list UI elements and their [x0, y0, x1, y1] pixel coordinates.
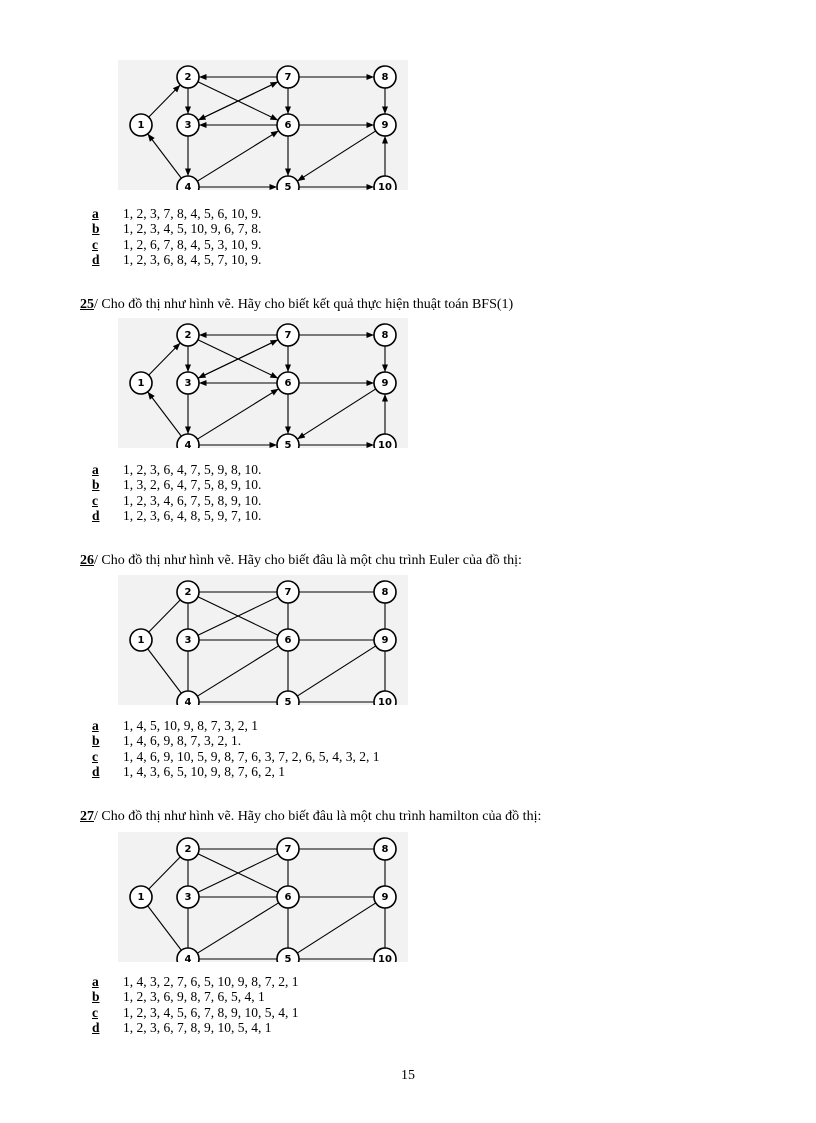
- graph-node-label: 8: [381, 330, 389, 341]
- graph-node-label: 2: [184, 330, 192, 341]
- graph-node-label: 2: [184, 587, 192, 598]
- graph-node-label: 4: [184, 182, 192, 190]
- graph-node-9: [374, 114, 396, 136]
- graph-node-label: 7: [284, 587, 292, 598]
- graph-node-6: [277, 886, 299, 908]
- graph-node-3: [177, 372, 199, 394]
- undirected-graph-q26: [118, 575, 408, 705]
- edge-1-2: [149, 600, 181, 632]
- option-d[interactable]: d 1, 4, 3, 6, 5, 10, 9, 8, 7, 6, 2, 1: [92, 763, 285, 779]
- option-d[interactable]: d 1, 2, 3, 6, 7, 8, 9, 10, 5, 4, 1: [92, 1019, 272, 1035]
- graph-node-7: [277, 581, 299, 603]
- graph-node-label: 4: [184, 440, 192, 448]
- graph-node-1: [130, 114, 152, 136]
- edge-4-1: [148, 392, 182, 436]
- graph-node-label: 3: [184, 378, 192, 389]
- option-b[interactable]: b 1, 3, 2, 6, 4, 7, 5, 8, 9, 10.: [92, 477, 262, 493]
- graph-node-label: 6: [284, 635, 292, 646]
- option-d[interactable]: d 1, 2, 3, 6, 8, 4, 5, 7, 10, 9.: [92, 251, 262, 267]
- graph-node-4: [177, 948, 199, 962]
- page-number: 15: [401, 1068, 415, 1083]
- graph-node-label: 9: [381, 120, 389, 131]
- graph-node-label: 5: [284, 954, 292, 962]
- graph-node-4: [177, 176, 199, 190]
- option-c[interactable]: c 1, 2, 3, 4, 5, 6, 7, 8, 9, 10, 5, 4, 1: [92, 1004, 299, 1020]
- option-c[interactable]: c 1, 4, 6, 9, 10, 5, 9, 8, 7, 6, 3, 7, 2, 6, 5, 4, 3, 2, 1: [92, 748, 380, 764]
- graph-node-3: [177, 114, 199, 136]
- graph-node-label: 3: [184, 892, 192, 903]
- edge-9-5: [297, 903, 375, 953]
- edge-1-2: [149, 85, 181, 117]
- graph-node-10: [374, 948, 396, 962]
- edge-4-6: [197, 903, 278, 953]
- graph-node-2: [177, 66, 199, 88]
- question-25: 25/ Cho đồ thị như hình vẽ. Hãy cho biết kết quả thực hiện thuật toán BFS(1): [80, 297, 514, 312]
- graph-node-6: [277, 629, 299, 651]
- graph-node-label: 2: [184, 72, 192, 83]
- option-a[interactable]: a 1, 4, 5, 10, 9, 8, 7, 3, 2, 1: [92, 718, 258, 733]
- graph-node-label: 7: [284, 844, 292, 855]
- options-q26: [92, 718, 380, 779]
- graph-node-label: 9: [381, 635, 389, 646]
- graph-node-label: 10: [378, 697, 392, 705]
- graph-node-8: [374, 581, 396, 603]
- graph-node-7: [277, 324, 299, 346]
- options-q24: [92, 206, 261, 267]
- edge-4-6: [197, 389, 278, 439]
- graph-node-5: [277, 176, 299, 190]
- edge-4-1: [148, 134, 182, 178]
- graph-node-label: 8: [381, 844, 389, 855]
- graph-node-1: [130, 886, 152, 908]
- graph-node-label: 9: [381, 378, 389, 389]
- option-b[interactable]: b 1, 2, 3, 6, 9, 8, 7, 6, 5, 4, 1: [92, 989, 265, 1005]
- graph-node-label: 2: [184, 844, 192, 855]
- undirected-graph-q27: [118, 832, 408, 962]
- graph-node-3: [177, 629, 199, 651]
- graph-node-6: [277, 372, 299, 394]
- graph-node-10: [374, 691, 396, 705]
- options-q25: [92, 462, 261, 523]
- edge-9-5: [297, 646, 375, 696]
- option-b[interactable]: b 1, 4, 6, 9, 8, 7, 3, 2, 1.: [92, 733, 242, 749]
- graph-node-7: [277, 66, 299, 88]
- graph-node-2: [177, 581, 199, 603]
- graph-node-10: [374, 176, 396, 190]
- graph-node-label: 6: [284, 120, 292, 131]
- option-a[interactable]: a 1, 4, 3, 2, 7, 6, 5, 10, 9, 8, 7, 2, 1: [92, 974, 299, 989]
- graph-node-3: [177, 886, 199, 908]
- edge-4-6: [197, 646, 278, 696]
- edge-1-4: [148, 649, 182, 693]
- question-26: 26/ Cho đồ thị như hình vẽ. Hãy cho biết đâu là một chu trình Euler của đồ thị:: [80, 553, 522, 568]
- graph-node-label: 9: [381, 892, 389, 903]
- graph-node-label: 10: [378, 954, 392, 962]
- edge-9-5: [297, 131, 375, 181]
- option-a[interactable]: a 1, 2, 3, 6, 4, 7, 5, 9, 8, 10.: [92, 462, 262, 477]
- option-d[interactable]: d 1, 2, 3, 6, 4, 8, 5, 9, 7, 10.: [92, 507, 262, 523]
- graph-node-10: [374, 434, 396, 448]
- graph-node-6: [277, 114, 299, 136]
- graph-node-label: 7: [284, 72, 292, 83]
- graph-node-4: [177, 434, 199, 448]
- graph-node-label: 8: [381, 587, 389, 598]
- graph-node-8: [374, 838, 396, 860]
- graph-node-label: 10: [378, 182, 392, 190]
- graph-node-label: 3: [184, 635, 192, 646]
- graph-node-label: 4: [184, 697, 192, 705]
- graph-node-8: [374, 66, 396, 88]
- graph-node-label: 5: [284, 182, 292, 190]
- graph-node-8: [374, 324, 396, 346]
- options-q27: [92, 974, 299, 1035]
- graph-node-2: [177, 324, 199, 346]
- graph-node-label: 7: [284, 330, 292, 341]
- edge-1-2: [149, 857, 181, 889]
- graph-node-4: [177, 691, 199, 705]
- option-c[interactable]: c 1, 2, 3, 4, 6, 7, 5, 8, 9, 10.: [92, 492, 262, 508]
- graph-node-5: [277, 691, 299, 705]
- graph-node-5: [277, 434, 299, 448]
- graph-node-1: [130, 629, 152, 651]
- graph-node-label: 4: [184, 954, 192, 962]
- graph-node-label: 10: [378, 440, 392, 448]
- graph-node-1: [130, 372, 152, 394]
- edge-9-5: [297, 389, 375, 439]
- graph-node-label: 6: [284, 378, 292, 389]
- graph-node-label: 5: [284, 697, 292, 705]
- directed-graph-q25: [118, 318, 408, 448]
- option-b[interactable]: b 1, 2, 3, 4, 5, 10, 9, 6, 7, 8.: [92, 221, 262, 237]
- option-a[interactable]: a 1, 2, 3, 7, 8, 4, 5, 6, 10, 9.: [92, 206, 262, 221]
- directed-graph-q24: [118, 60, 408, 190]
- edge-1-4: [148, 906, 182, 950]
- graph-node-label: 1: [137, 892, 145, 903]
- edge-1-2: [149, 343, 181, 375]
- graph-node-label: 8: [381, 72, 389, 83]
- graph-node-9: [374, 886, 396, 908]
- graph-node-label: 5: [284, 440, 292, 448]
- graph-node-label: 1: [137, 120, 145, 131]
- graph-node-5: [277, 948, 299, 962]
- graph-node-label: 6: [284, 892, 292, 903]
- graph-node-7: [277, 838, 299, 860]
- graph-node-label: 3: [184, 120, 192, 131]
- graph-node-2: [177, 838, 199, 860]
- option-c[interactable]: c 1, 2, 6, 7, 8, 4, 5, 3, 10, 9.: [92, 236, 262, 252]
- graph-node-9: [374, 629, 396, 651]
- edge-4-6: [197, 131, 278, 181]
- question-27: 27/ Cho đồ thị như hình vẽ. Hãy cho biết đâu là một chu trình hamilton của đồ thị:: [80, 809, 542, 824]
- graph-node-label: 1: [137, 635, 145, 646]
- graph-node-9: [374, 372, 396, 394]
- graph-node-label: 1: [137, 378, 145, 389]
